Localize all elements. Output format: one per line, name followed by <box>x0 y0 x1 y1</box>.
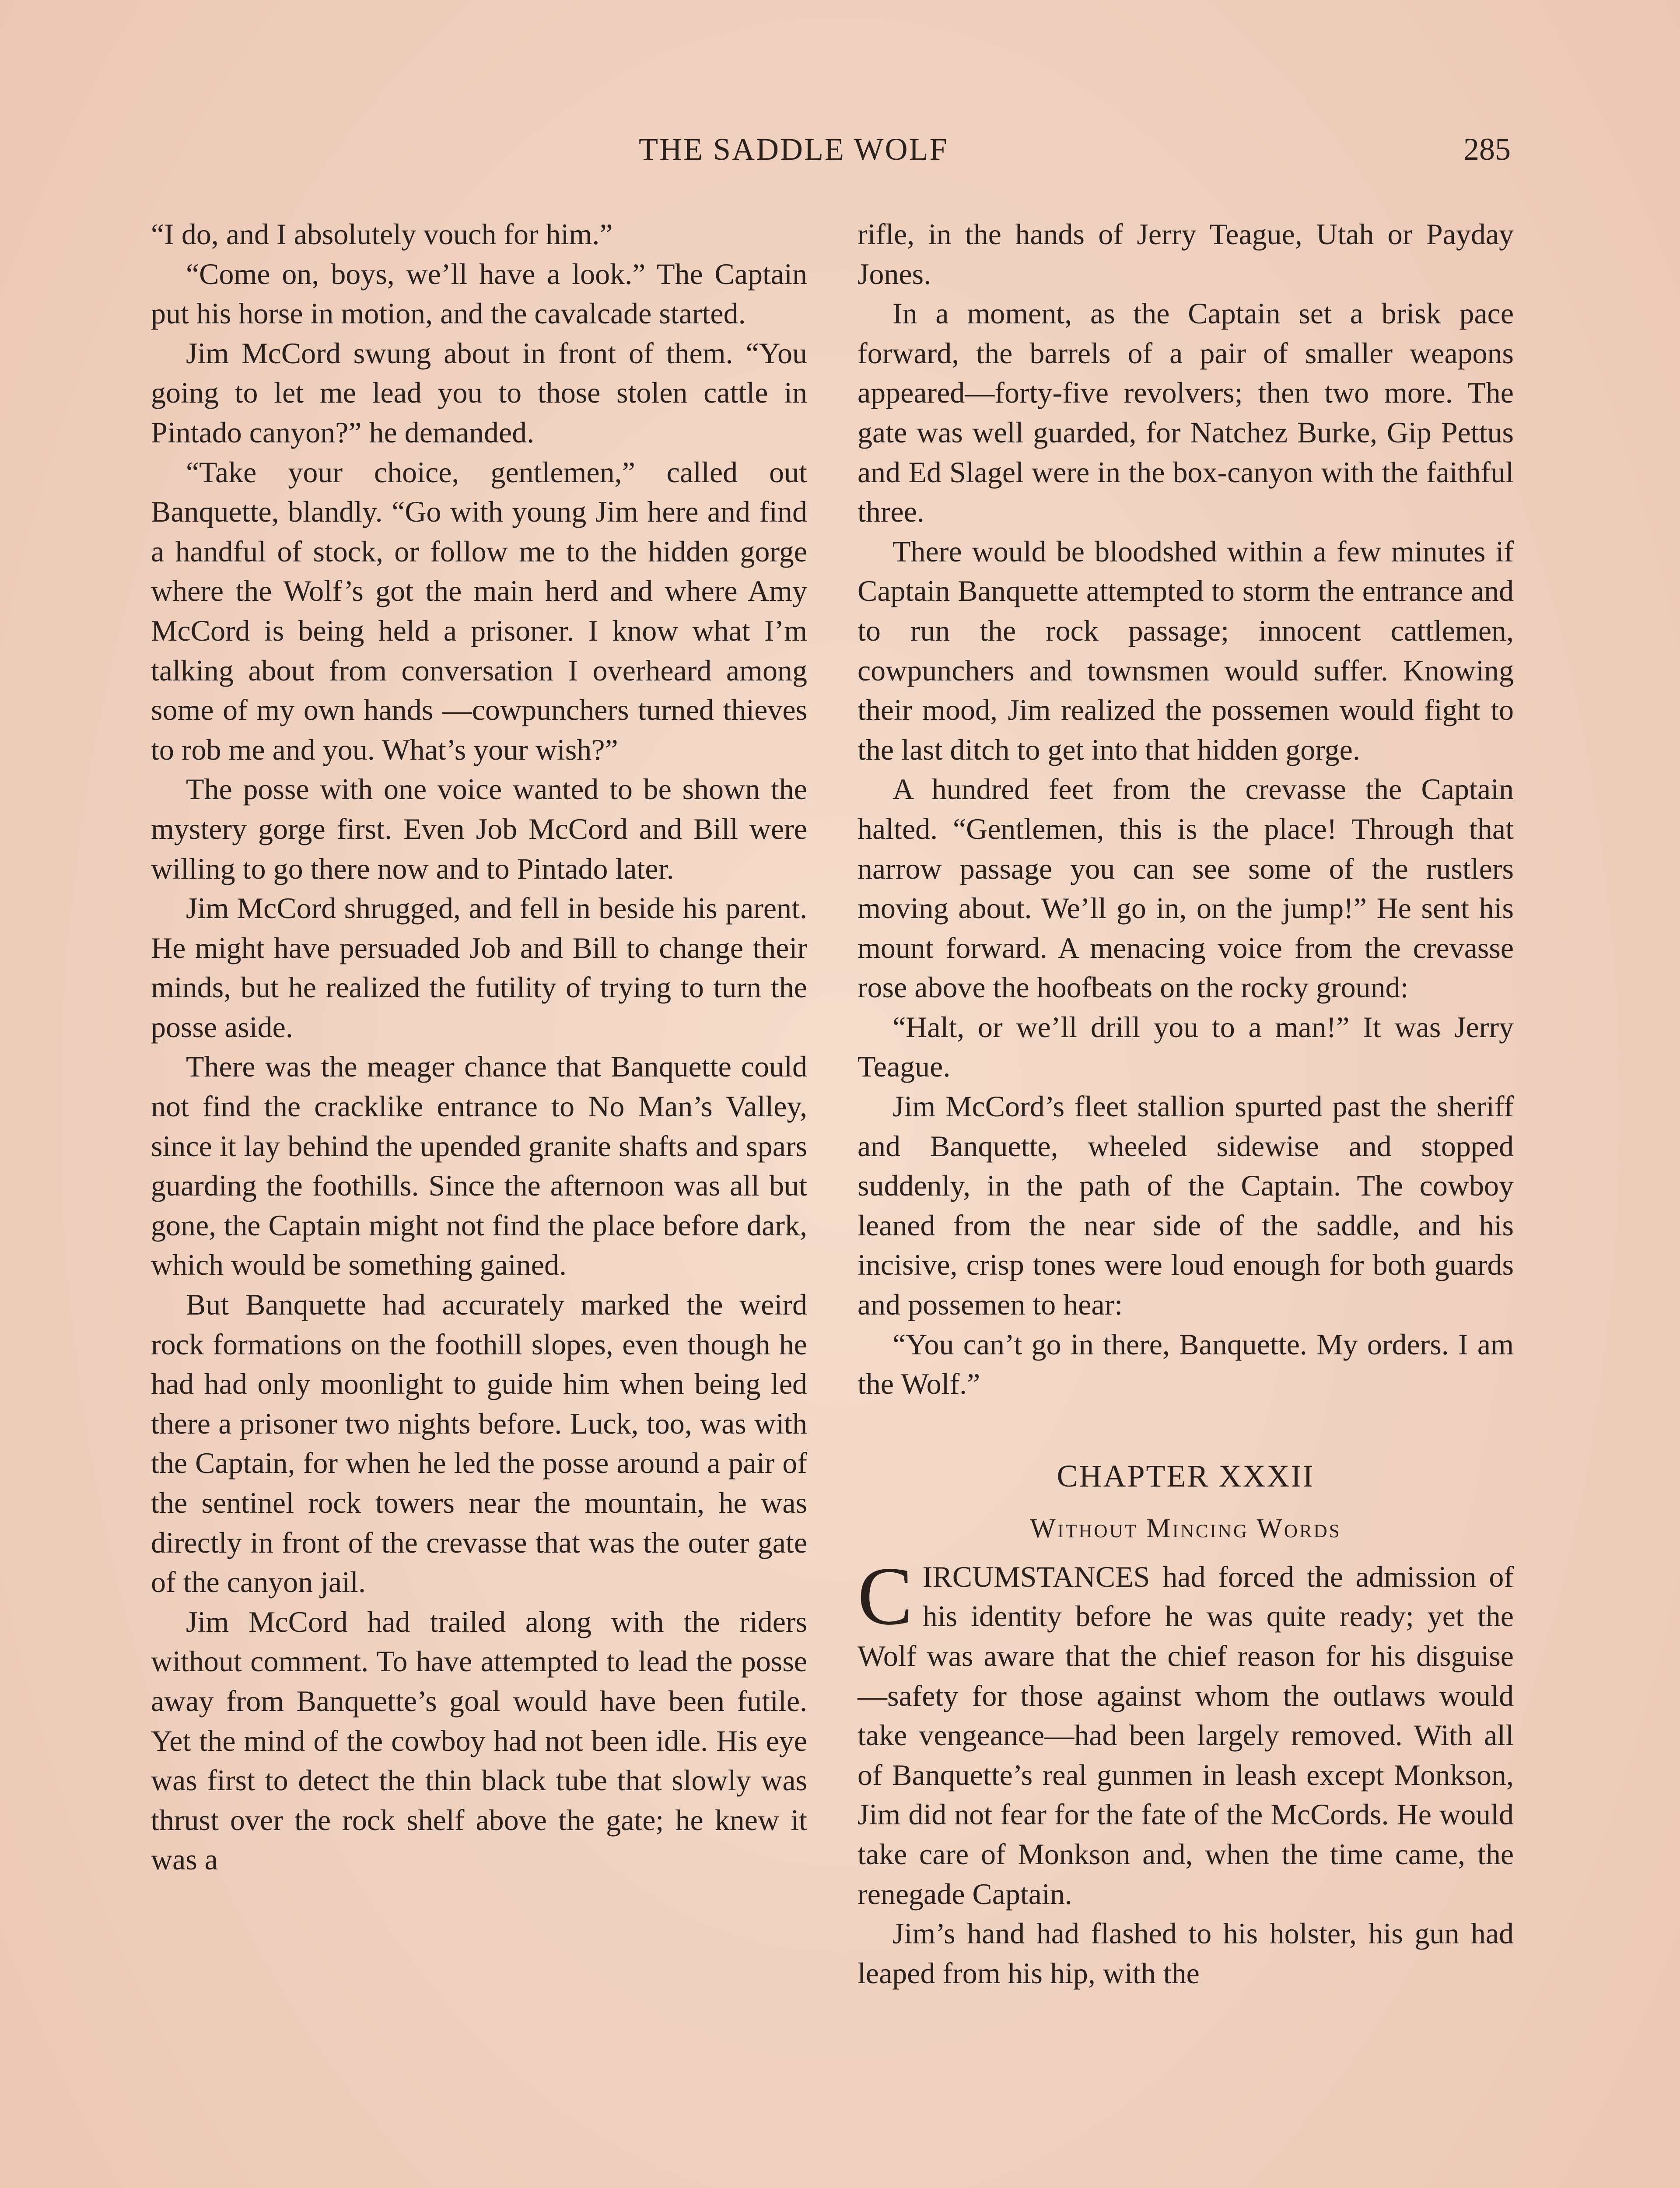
paragraph: Jim’s hand had flashed to his holster, his gun had leaped from his hip, with the <box>858 1917 1514 1990</box>
drop-cap: C <box>858 1550 913 1642</box>
paragraph-continuation: rifle, in the hands of Jerry Teague, Utah or Payday Jones. <box>858 217 1514 291</box>
chapter-opening-paragraph <box>858 1550 1514 1914</box>
paragraph: Jim McCord’s fleet stallion spurted past the sheriff and Banquette, wheeled sidewise and stopped suddenly, in the path of the Captain. The cowboy leaned from the near side of the saddle, and his incisive, crisp tones were loud enough for both guards and possemen to hear: <box>858 1090 1514 1322</box>
paragraph: There was the meager chance that Banquette could not find the cracklike entrance to No Man’s Valley, since it lay behind the upended granite shafts and spars guarding the foothills. Since the afternoon was all but gone, the Captain might not find the place before dark, which would be something gained. <box>151 1050 807 1282</box>
right-column <box>858 214 1514 1993</box>
paragraph: In a moment, as the Captain set a brisk pace forward, the barrels of a pair of smaller weapons appeared—forty-five revolvers; then two more. The gate was well guarded, for Natchez Burke, Gip Pettus and Ed Slagel were in the box-canyon with the faithful three. <box>858 297 1514 529</box>
paragraph: A hundred feet from the crevasse the Captain halted. “Gentlemen, this is the place! Through that narrow passage you can see some of the rustlers moving about. We’ll go in, on the jump!” He sent his mount forward. A menacing voice from the crevasse rose above the hoofbeats on the rocky ground: <box>858 772 1514 1004</box>
paragraph: “You can’t go in there, Banquette. My orders. I am the Wolf.” <box>858 1327 1514 1401</box>
paragraph: There would be bloodshed within a few minutes if Captain Banquette attempted to storm the entrance and to run the rock passage; innocent cattlemen, cowpunchers and townsmen would suffer. Knowing their mood, Jim realized the possemen would fight to the last ditch to get into that hidden gorge. <box>858 534 1514 766</box>
chapter-subtitle: Without Mincing Words <box>1030 1513 1341 1543</box>
chapter-heading: CHAPTER XXXII <box>1057 1458 1315 1494</box>
paragraph: The posse with one voice wanted to be shown the mystery gorge first. Even Job McCord and Bill were willing to go there now and to Pintado later. <box>151 772 807 885</box>
running-title: THE SADDLE WOLF <box>639 132 948 167</box>
paragraph: “I do, and I absolutely vouch for him.” <box>151 217 613 251</box>
paragraph: “Take your choice, gentlemen,” called out Banquette, blandly. “Go with young Jim here and find a handful of stock, or follow me to the hidden gorge where the Wolf’s got the main herd and where Amy McCord is being held a prisoner. I know what I’m talking about from conversation I overheard among some of my own hands —cowpunchers turned thieves to rob me and you. What’s your wish?” <box>151 455 807 766</box>
paragraph: “Halt, or we’ll drill you to a man!” It was Jerry Teague. <box>858 1010 1514 1083</box>
paragraph: Jim McCord swung about in front of them. “You going to let me lead you to those stolen cattle in Pintado canyon?” he demanded. <box>151 336 807 449</box>
paragraph: Jim McCord had trailed along with the riders without comment. To have attempted to lead the posse away from Banquette’s goal would have been futile. Yet the mind of the cowboy had not been idle. His eye was first to detect the thin black tube that slowly was thrust over the rock shelf above the gate; he knew it was a <box>151 1605 807 1876</box>
left-column <box>151 214 807 1879</box>
paragraph: “Come on, boys, we’ll have a look.” The Captain put his horse in motion, and the cavalcade started. <box>151 257 807 330</box>
paragraph: But Banquette had accurately marked the weird rock formations on the foothill slopes, even though he had had only moonlight to guide him when being led there a prisoner two nights before. Luck, too, was with the Captain, for when he led the posse around a pair of the sentinel rock towers near the mountain, he was directly in front of the crevasse that was the outer gate of the canyon jail. <box>151 1288 807 1599</box>
page-number: 285 <box>1463 132 1511 167</box>
opening-text: IRCUMSTANCES had forced the admission of his identity before he was quite ready; yet the Wolf was aware that the chief reason for his disguise—safety for those against whom the outlaws would take vengeance—had been largely removed. With all of Banquette’s real gunmen in leash except Monkson, Jim did not fear for the fate of the McCords. He would take care of Monkson and, when the time came, the renegade Captain. <box>858 1560 1514 1911</box>
paragraph: Jim McCord shrugged, and fell in beside his parent. He might have persuaded Job and Bill to change their minds, but he realized the futility of trying to turn the posse aside. <box>151 891 807 1044</box>
